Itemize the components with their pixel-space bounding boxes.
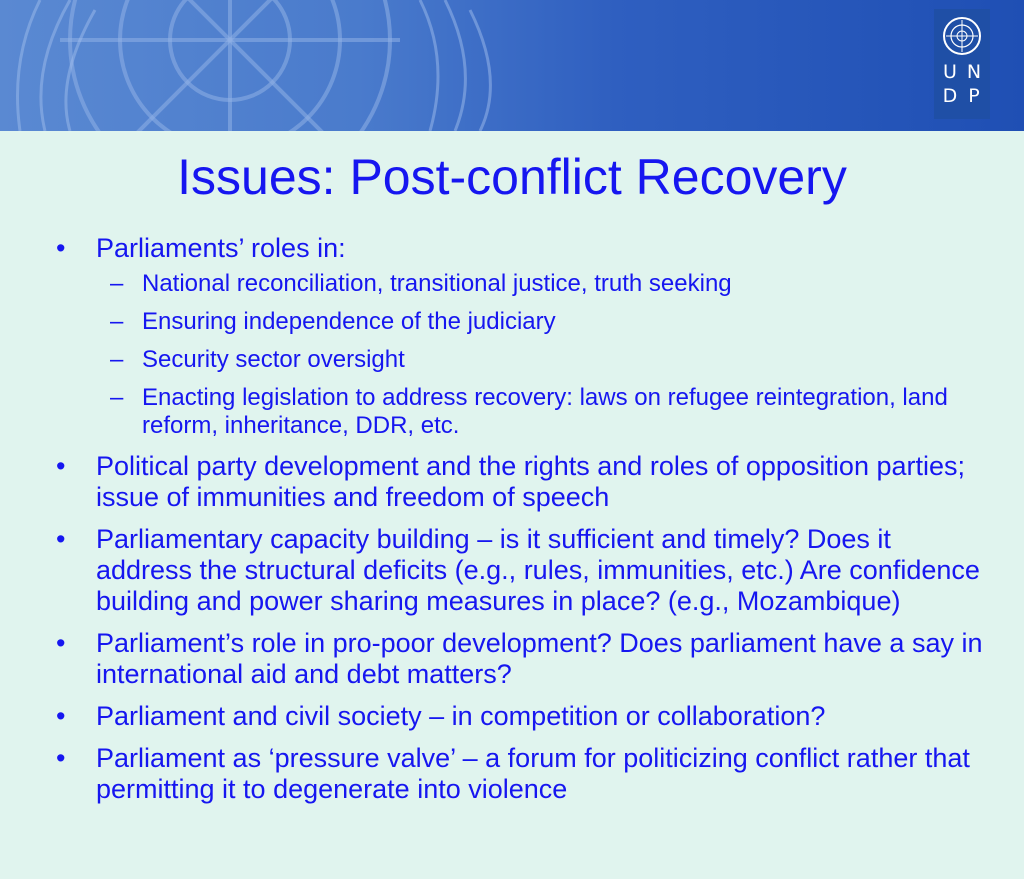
bullet-item [56,524,986,617]
logo-letter: U [943,61,957,83]
sub-bullet-text: Security sector oversight [142,346,405,373]
bullet-text: Parliament’s role in pro-poor development? Does parliament have a say in international aid and debt matters? [96,628,983,689]
bullet-marker: • [56,524,66,554]
undp-logo [934,9,990,119]
bullet-list [56,233,986,805]
sub-bullet-item [96,270,986,298]
dash-marker: – [110,308,124,335]
un-emblem-icon [941,15,983,57]
dash-marker: – [110,384,124,411]
bullet-item [56,233,986,440]
sub-bullet-text: Enacting legislation to address recovery: laws on refugee reintegration, land reform, inheritance, DDR, etc. [142,384,948,439]
bullet-item [56,451,986,513]
logo-letter: D [942,85,958,107]
bullet-item [56,701,986,732]
dash-marker: – [110,346,124,373]
sub-bullet-item [96,308,986,336]
slide-body [56,233,986,816]
bullet-marker: • [56,451,66,481]
header-banner [0,0,1024,131]
un-emblem-watermark [0,0,600,131]
bullet-marker: • [56,233,66,263]
bullet-marker: • [56,701,66,731]
bullet-text: Political party development and the rights and roles of opposition parties; issue of immunities and freedom of speech [96,451,966,512]
bullet-marker: • [56,628,66,658]
logo-letter: N [966,61,982,83]
bullet-text: Parliament as ‘pressure valve’ – a forum for politicizing conflict rather that permitting it to degenerate into violence [96,743,970,804]
sub-bullet-item [96,384,986,440]
dash-marker: – [110,270,124,297]
bullet-item [56,743,986,805]
slide-title: Issues: Post-conflict Recovery [177,149,847,205]
bullet-item [56,628,986,690]
sub-bullet-text: Ensuring independence of the judiciary [142,308,556,335]
logo-letter: P [968,85,980,107]
bullet-text: Parliamentary capacity building – is it sufficient and timely? Does it address the structural deficits (e.g., rules, immunities, etc.) Are confidence building and power sharing measures in place? (e.g., Mozambique) [96,524,980,616]
sub-bullet-text: National reconciliation, transitional justice, truth seeking [142,270,732,297]
bullet-marker: • [56,743,66,773]
bullet-text: Parliaments’ roles in: [96,233,346,263]
sub-bullet-item [96,346,986,374]
sub-bullet-list [96,270,986,440]
bullet-text: Parliament and civil society – in competition or collaboration? [96,701,826,731]
